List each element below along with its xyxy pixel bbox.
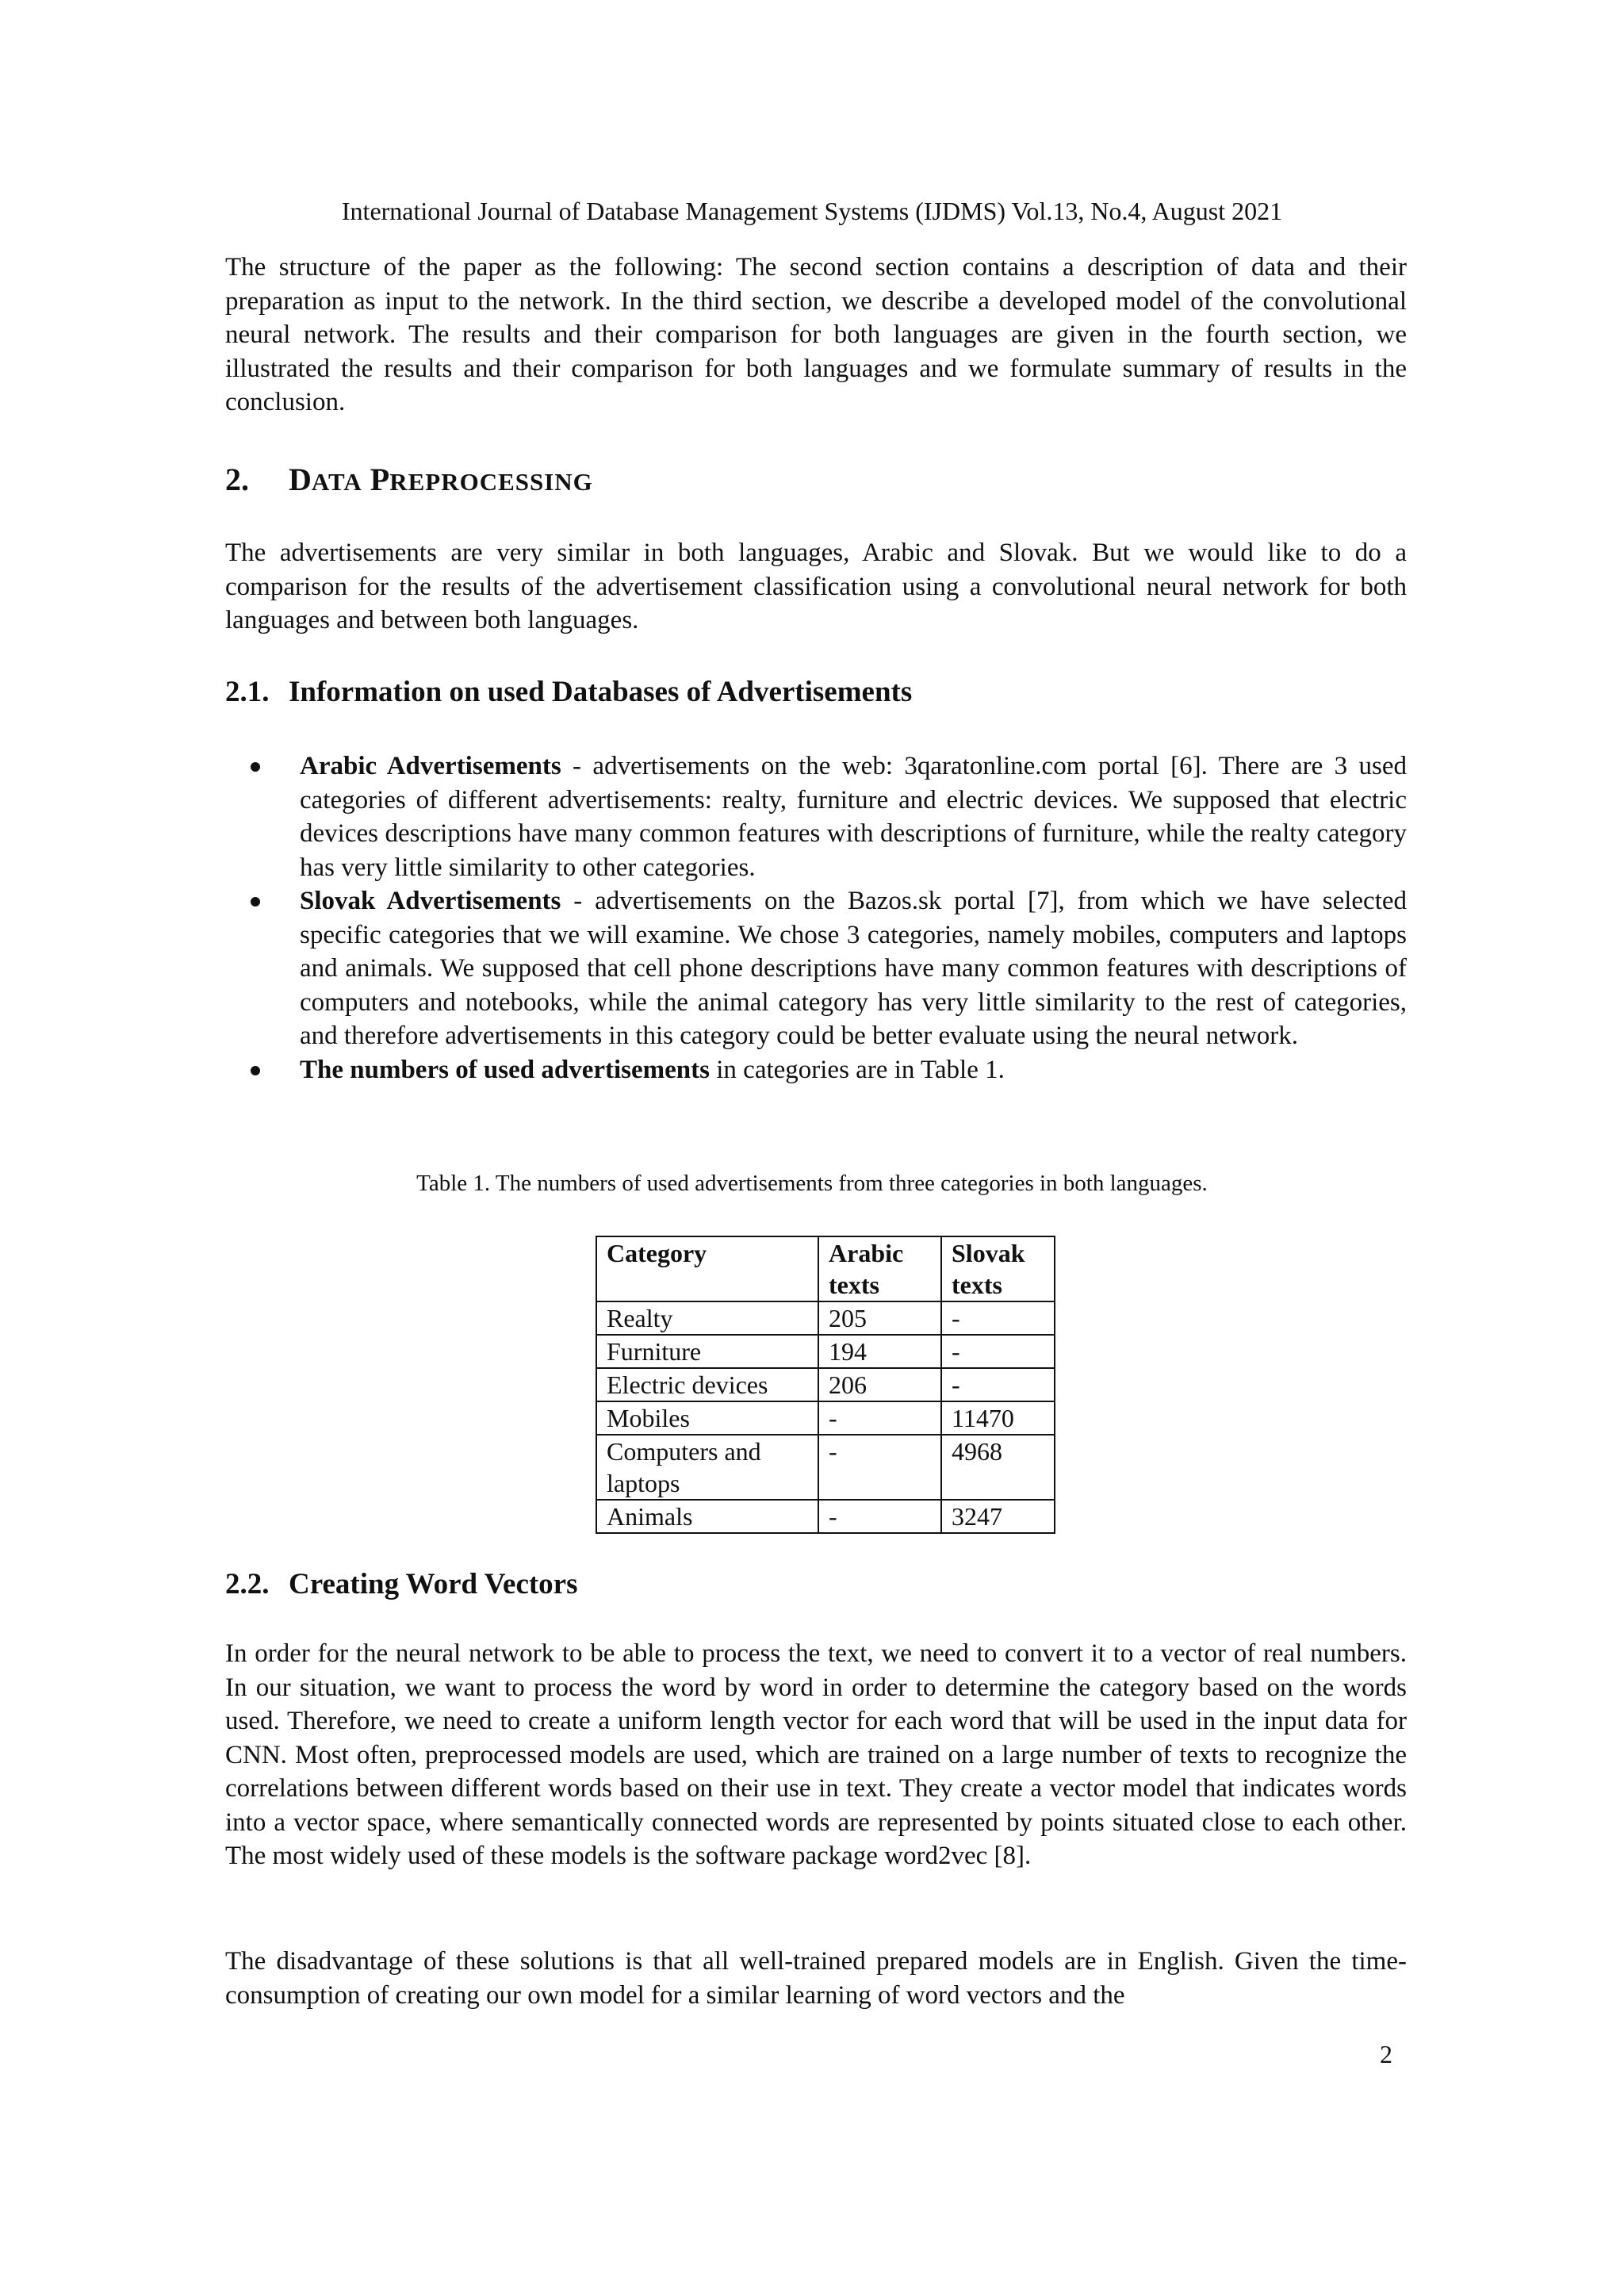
- table-1: [596, 1236, 1055, 1534]
- section-2-heading-block: [225, 460, 1407, 502]
- section-2-paragraph: The advertisements are very similar in both languages, Arabic and Slovak. But we would like to do a comparison for the results of the advertisement classification using a convolutional neural network for both languages and between both languages.: [225, 539, 1407, 634]
- table-cell: Electric devices: [596, 1368, 818, 1401]
- section-2-1-title: Information on used Databases of Advertisements: [289, 676, 913, 708]
- table-row: [596, 1401, 1055, 1435]
- section-2-1-heading: [225, 674, 1407, 711]
- list-item: [225, 749, 1407, 884]
- table-row: [596, 1500, 1055, 1533]
- list-item-text: in categories are in Table 1.: [710, 1055, 1005, 1084]
- table-row: [596, 1435, 1055, 1500]
- intro-paragraph: The structure of the paper as the following: The second section contains a description of data and their preparation as input to the network. In the third section, we describe a developed model of the convolutional neural network. The results and their comparison for both languages are given in the fourth section, we illustrated the results and their comparison for both languages and we formulate summary of results in the conclusion.: [225, 253, 1407, 416]
- section-2-2-heading-block: [225, 1566, 1407, 1603]
- section-2-2-paragraph-2: The disadvantage of these solutions is that all well-trained prepared models are in English. Given the time-consumption of creating our own model for a similar learning of word vectors and the: [225, 1947, 1407, 2010]
- list-item: [225, 1053, 1407, 1087]
- table-header-row: [596, 1236, 1055, 1301]
- intro-block: [225, 251, 1407, 420]
- bullet-icon: [251, 897, 260, 907]
- list-item-bold: Slovak Advertisements: [300, 887, 561, 915]
- page-number: 2: [1380, 2040, 1392, 2068]
- table-cell: Animals: [596, 1500, 818, 1533]
- table-cell: 206: [818, 1368, 941, 1401]
- section-2-initial-2: P: [370, 462, 390, 497]
- table-cell: -: [941, 1301, 1055, 1335]
- table-cell: -: [941, 1368, 1055, 1401]
- table-cell: -: [818, 1500, 941, 1533]
- table-cell: 11470: [941, 1401, 1055, 1435]
- table-1-caption: Table 1. The numbers of used advertisements from three categories in both languages.: [416, 1171, 1208, 1196]
- table-cell: 194: [818, 1335, 941, 1368]
- table-header-cell: Slovak texts: [941, 1236, 1055, 1301]
- section-2-number: 2.: [225, 462, 249, 497]
- section-2-2-number: 2.2.: [225, 1568, 270, 1600]
- table-row: [596, 1368, 1055, 1401]
- table-cell: 205: [818, 1301, 941, 1335]
- table-cell: -: [941, 1335, 1055, 1368]
- section-2-1-list-block: [225, 749, 1407, 1087]
- table-cell: -: [818, 1401, 941, 1435]
- section-2-1-number: 2.1.: [225, 676, 270, 708]
- bullet-icon: [251, 1066, 260, 1075]
- running-header: International Journal of Database Management Systems (IJDMS) Vol.13, No.4, August 2021: [341, 197, 1283, 225]
- table-cell: 3247: [941, 1500, 1055, 1533]
- list-item-bold: Arabic Advertisements: [300, 752, 561, 780]
- table-cell: Realty: [596, 1301, 818, 1335]
- list-item: [225, 884, 1407, 1053]
- section-2-rest-1: ATA: [311, 468, 362, 496]
- table-header-cell: Arabic texts: [818, 1236, 941, 1301]
- section-2-rest-2: REPROCESSING: [389, 468, 593, 496]
- table-header-cell: Category: [596, 1236, 818, 1301]
- section-2-2-body-2: [225, 1945, 1407, 2012]
- list-item-text: - advertisements on the Bazos.sk portal [7], from which we have selected specific categories that we will examine. We chose 3 categories, namely mobiles, computers and laptops and animals. We supposed that cell phone descriptions have many common features with descriptions of computers and notebooks, while the animal category has very little similarity to the rest of categories, and therefore advertisements in this category could be better evaluate using the neural network.: [300, 887, 1408, 1050]
- table-cell: Computers and laptops: [596, 1435, 818, 1500]
- table-row: [596, 1335, 1055, 1368]
- table-cell: -: [818, 1435, 941, 1500]
- section-2-1-heading-block: [225, 674, 1407, 711]
- list-item-bold: The numbers of used advertisements: [300, 1055, 710, 1084]
- section-2-2-body: [225, 1637, 1407, 1873]
- table-row: [596, 1301, 1055, 1335]
- list-item-text: - advertisements on the web: 3qaratonline.com portal [6]. There are 3 used categories of different advertisements: realty, furniture and electric devices. We supposed that electric devices descriptions have many common features with descriptions of furniture, while the realty category has very little similarity to other categories.: [300, 752, 1407, 882]
- table-cell: Mobiles: [596, 1401, 818, 1435]
- section-2-2-paragraph-1: In order for the neural network to be able to process the text, we need to convert it to a vector of real numbers. In our situation, we want to process the word by word in order to determine the category based on the words used. Therefore, we need to create a uniform length vector for each word that will be used in the input data for CNN. Most often, preprocessed models are used, which are trained on a large number of texts to recognize the correlations between different words based on their use in text. They create a vector model that indicates words into a vector space, where semantically connected words are represented by points situated close to each other. The most widely used of these models is the software package word2vec [8].: [225, 1639, 1407, 1870]
- section-2-2-heading: [225, 1566, 1407, 1603]
- section-2-2-title: Creating Word Vectors: [289, 1568, 578, 1600]
- databases-list: [225, 749, 1407, 1087]
- table-cell: 4968: [941, 1435, 1055, 1500]
- section-2-heading: [225, 460, 1407, 502]
- table-cell: Furniture: [596, 1335, 818, 1368]
- bullet-icon: [251, 762, 260, 772]
- section-2-body: [225, 536, 1407, 638]
- section-2-initial-1: D: [289, 462, 312, 497]
